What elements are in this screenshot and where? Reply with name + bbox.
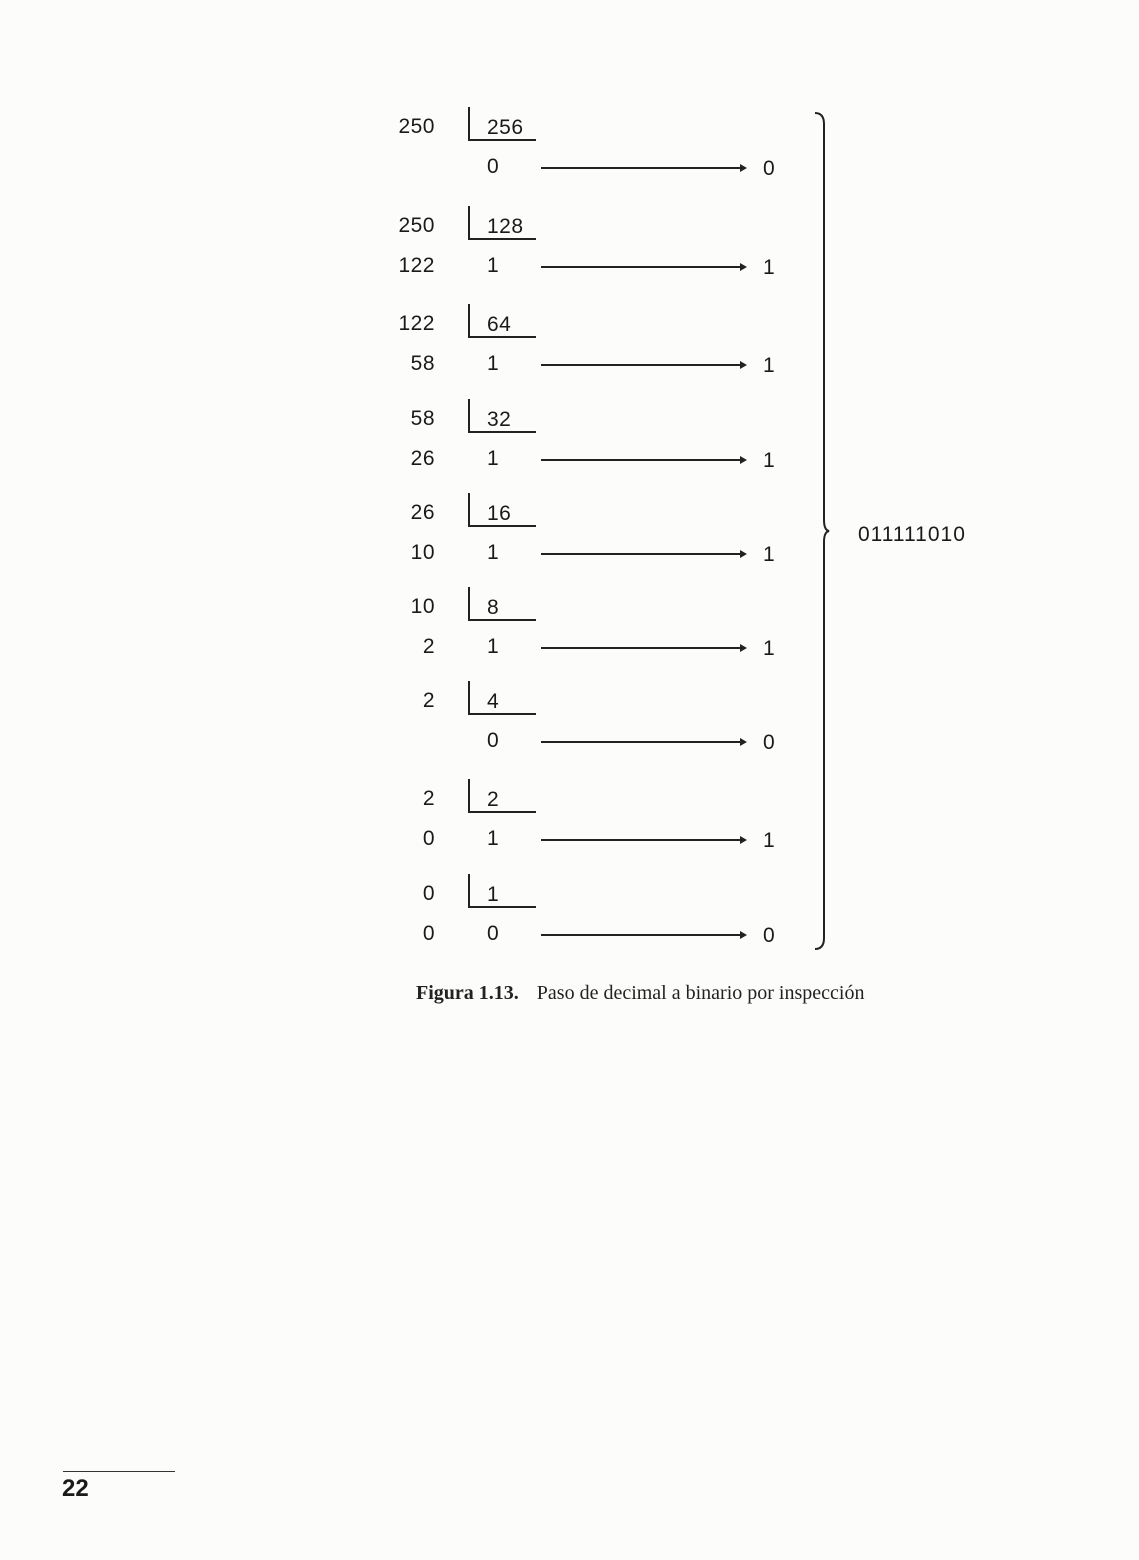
quotient: 1 [487, 541, 500, 564]
divisor: 64 [487, 313, 512, 336]
dividend: 58 [410, 407, 435, 430]
dividend: 250 [398, 115, 435, 138]
remainder: 2 [422, 635, 435, 658]
divisor: 32 [487, 408, 512, 431]
footer-rule [63, 1471, 175, 1472]
quotient: 0 [487, 155, 500, 178]
divisor: 16 [487, 502, 512, 525]
dividend: 10 [410, 595, 435, 618]
quotient: 1 [487, 447, 500, 470]
binary-digit: 1 [763, 256, 776, 279]
quotient: 0 [487, 922, 500, 945]
quotient: 1 [487, 254, 500, 277]
remainder: 26 [410, 447, 435, 470]
dividend: 2 [422, 689, 435, 712]
figure-caption [416, 982, 864, 1005]
divisor: 4 [487, 690, 500, 713]
binary-digit: 1 [763, 354, 776, 377]
remainder: 0 [422, 827, 435, 850]
remainder: 122 [398, 254, 435, 277]
caption-label: Figura 1.13. [416, 982, 519, 1004]
quotient: 1 [487, 827, 500, 850]
binary-digit: 1 [763, 637, 776, 660]
dividend: 250 [398, 214, 435, 237]
binary-digit: 0 [763, 924, 776, 947]
dividend: 0 [422, 882, 435, 905]
caption-text: Paso de decimal a binario por inspección [536, 982, 865, 1004]
binary-digit: 1 [763, 829, 776, 852]
divisor: 256 [487, 116, 524, 139]
quotient: 0 [487, 729, 500, 752]
page-number: 22 [62, 1475, 89, 1502]
divisor: 8 [487, 596, 500, 619]
dividend: 26 [410, 501, 435, 524]
remainder: 58 [410, 352, 435, 375]
quotient: 1 [487, 352, 500, 375]
binary-digit: 1 [763, 543, 776, 566]
quotient: 1 [487, 635, 500, 658]
dividend: 122 [398, 312, 435, 335]
remainder: 10 [410, 541, 435, 564]
dividend: 2 [422, 787, 435, 810]
binary-digit: 0 [763, 731, 776, 754]
binary-digit: 0 [763, 157, 776, 180]
divisor: 1 [487, 883, 500, 906]
divisor: 128 [487, 215, 524, 238]
remainder: 0 [422, 922, 435, 945]
binary-digit: 1 [763, 449, 776, 472]
divisor: 2 [487, 788, 500, 811]
binary-result: 011111010 [858, 523, 966, 546]
